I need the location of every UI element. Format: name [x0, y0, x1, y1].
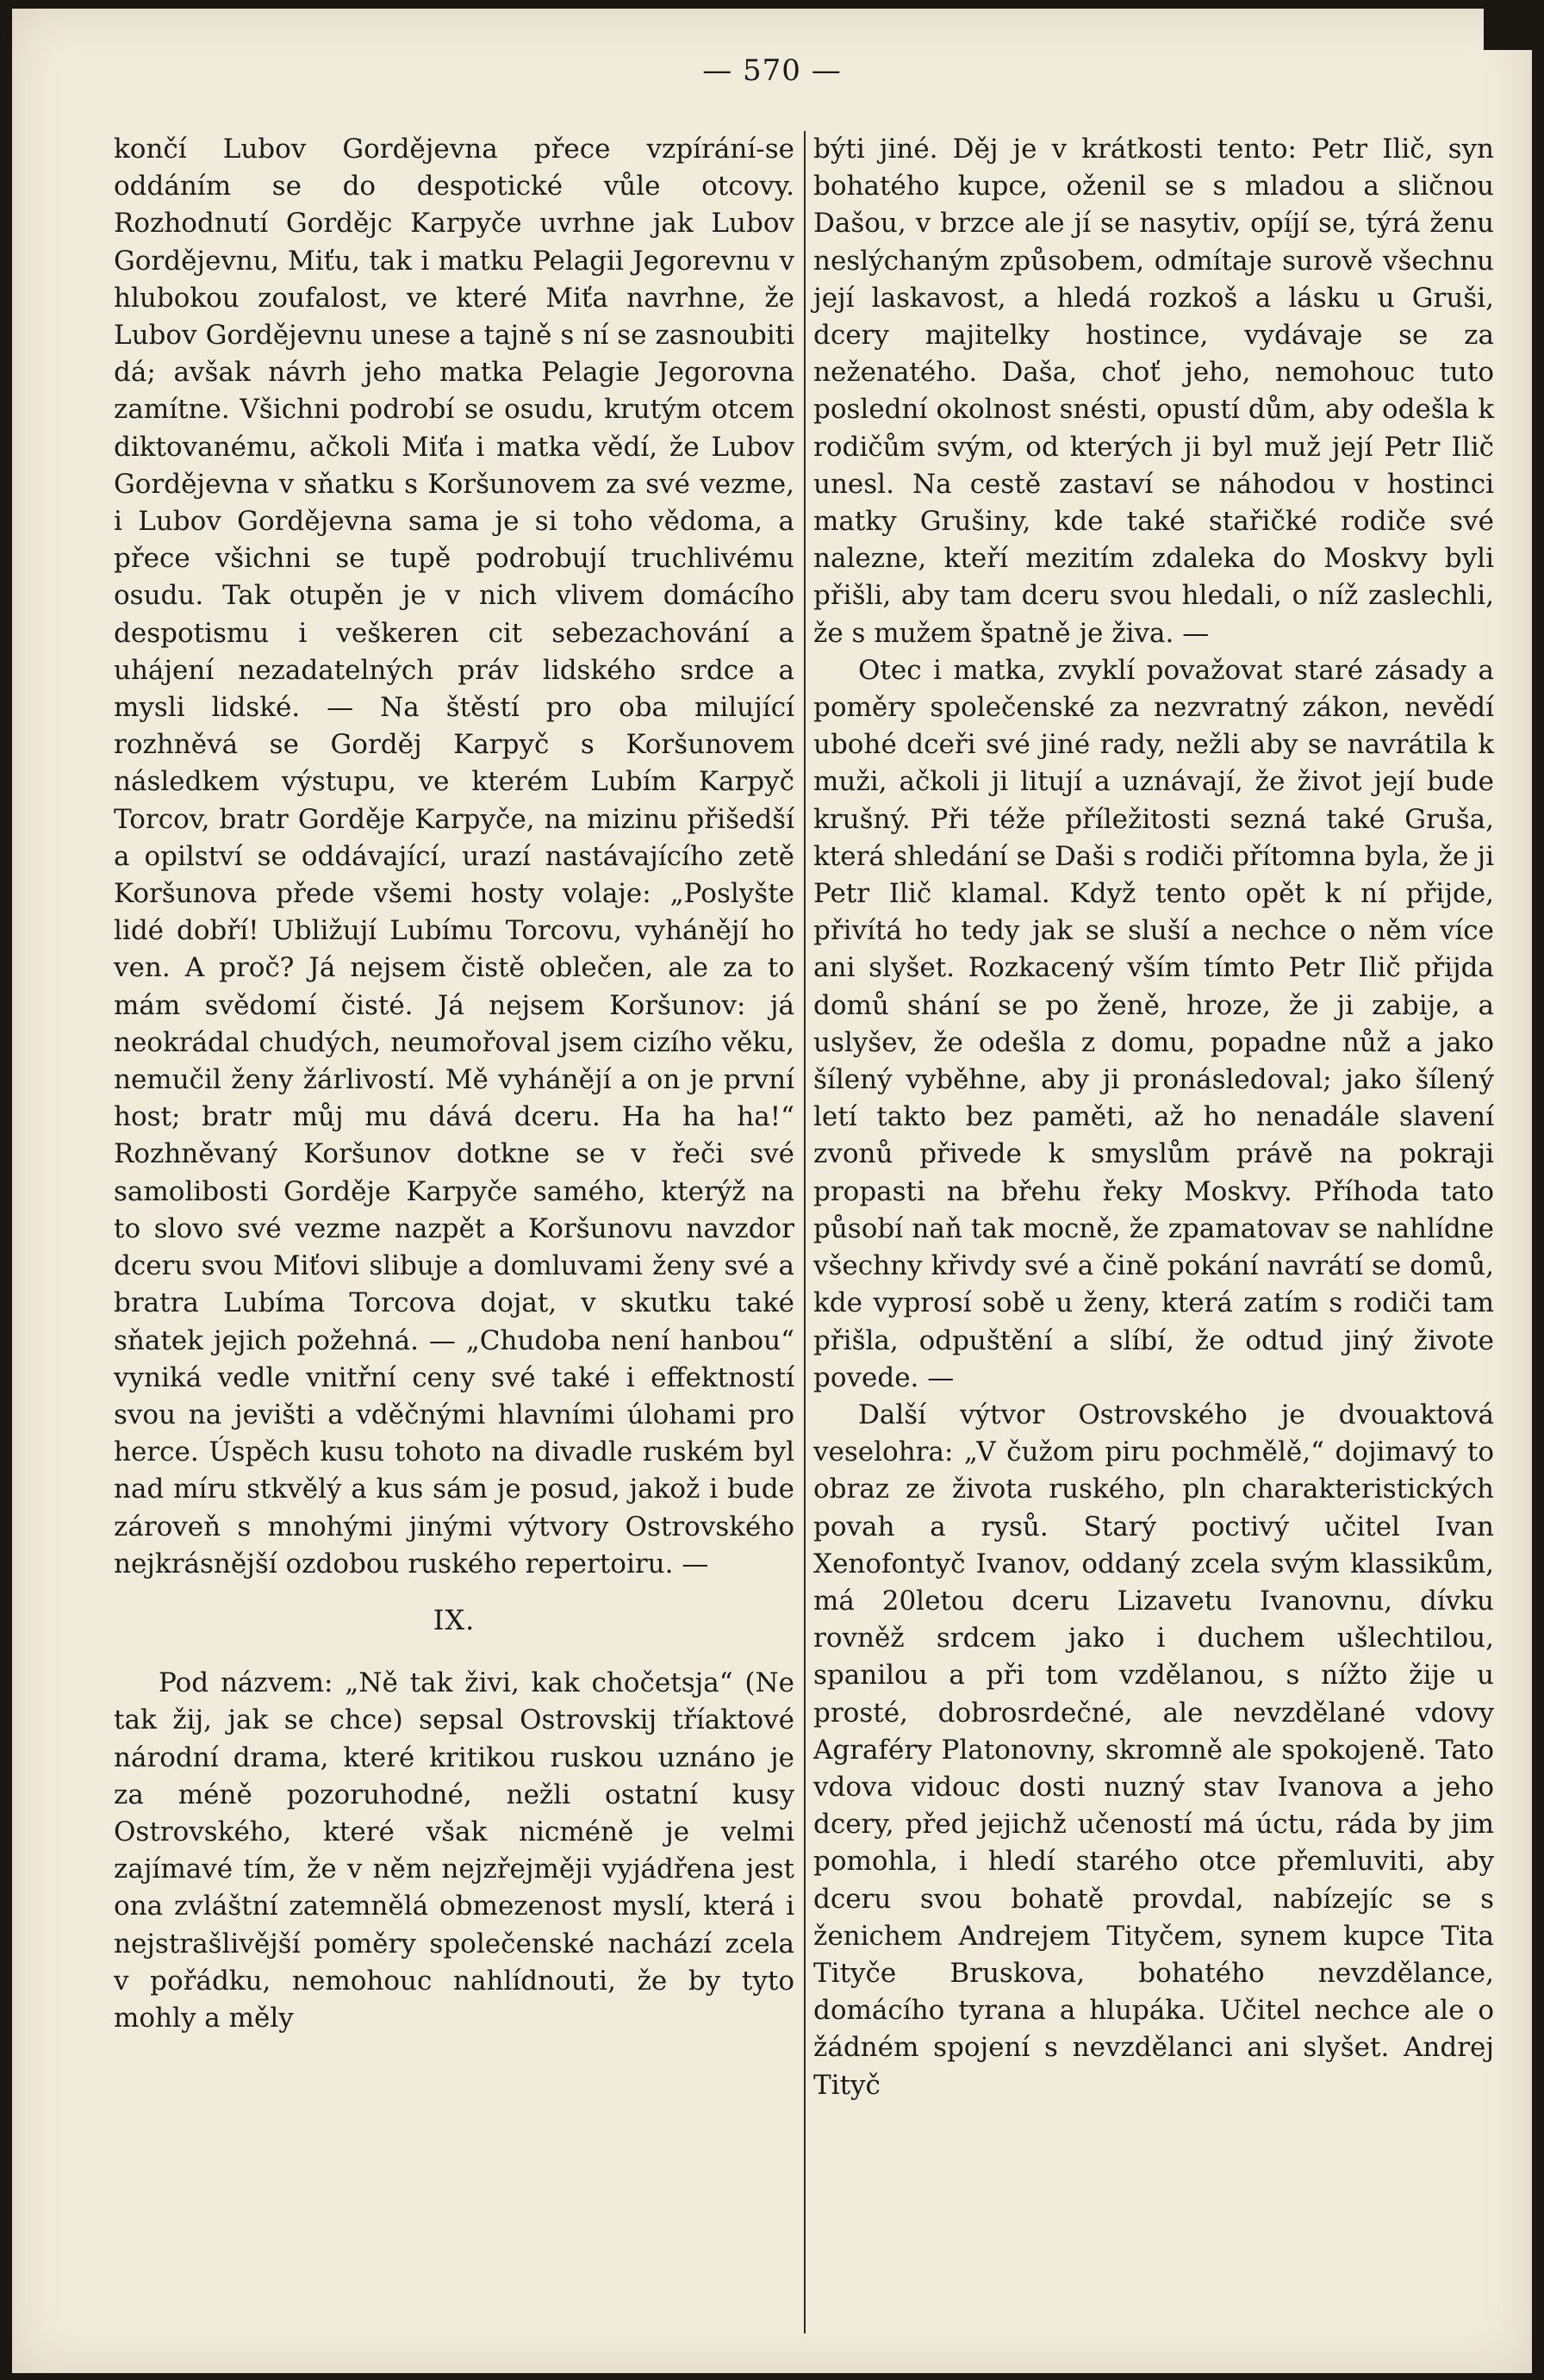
book-page — [12, 9, 1532, 2373]
right-column — [813, 131, 1494, 2104]
section-heading: IX. — [433, 1603, 476, 1636]
column-divider — [804, 131, 806, 2333]
page-number: — 570 — — [702, 53, 842, 88]
left-paragraph: Pod názvem: „Ně tak živi, kak chočetsja“ (Ne tak žij, jak se chce) sepsal Ostrovskij tříaktové národní drama, které kritikou ruskou uznáno je za méně pozoruhodné, nežli ostatní kusy Ostrovského, které však nicméně je velmi zajímavé tím, že v něm nejzřejměji vyjádřena jest ona zvláštní zatemnělá obmezenost myslí, která i nejstrašlivější poměry společenské nachází zcela v pořádku, nemohouc nahlídnouti, že by tyto mohly a měly — [114, 1667, 794, 2034]
left-paragraph: končí Lubov Gordějevna přece vzpírání-se oddáním se do despotické vůle otcovy. Rozhodnutí Gordějc Karpyče uvrhne jak Lubov Gordějevnu, Miťu, tak i matku Pelagii Jegorevnu v hlubokou zoufalost, ve které Miťa navrhne, že Lubov Gordějevnu unese a tajně s ní se zasnoubiti dá; avšak návrh jeho matka Pelagie Jegorovna zamítne. Všichni podrobí se osudu, krutým otcem diktovanému, ačkoli Miťa i matka vědí, že Lubov Gordějevna v sňatku s Koršunovem za své vezme, i Lubov Gordějevna sama je si toho vědoma, a přece všichni se tupě podrobují truchlivému osudu. Tak otupěn je v nich vlivem domácího despotismu i veškeren cit sebezachování a uhájení nezadatelných práv lidského srdce a mysli lidské. — Na štěstí pro oba milující rozhněvá se Gorděj Karpyč s Koršunovem následkem výstupu, ve kterém Lubím Karpyč Torcov, bratr Gorděje Karpyče, na mizinu přišedší a opilství se oddávající, urazí nastávajícího zetě Koršunova přede všemi hosty volaje: „Poslyšte lidé dobří! Ubližují Lubímu Torcovu, vyhánějí ho ven. A proč? Já nejsem čistě oblečen, ale za to mám svědomí čisté. Já nejsem Koršunov: já neokrádal chudých, neumořoval jsem cizího věku, nemučil ženy žárlivostí. Mě vyhánějí a on je první host; bratr můj mu dává dceru. Ha ha ha!“ Rozhněvaný Koršunov dotkne se v řeči své samolibosti Gorděje Karpyče samého, kterýž na to slovo své vezme nazpět a Koršunovu navzdor dceru svou Miťovi slibuje a domluvami ženy své a bratra Lubíma Torcova dojat, v skutku také sňatek jejich požehná. — „Chudoba není hanbou“ vyniká vedle vnitřní ceny své také i effektností svou na jevišti a vděčnými hlavními úlohami pro herce. Úspěch kusu tohoto na divadle ruském byl nad míru stkvělý a kus sám je posud, jakož i bude zároveň s mnohými jinými výtvory Ostrovského nejkrásnější ozdobou ruského repertoiru. — — [114, 134, 794, 1579]
right-paragraph: býti jiné. Děj je v krátkosti tento: Petr Ilič, syn bohatého kupce, oženil se s mladou a sličnou Dašou, v brzce ale jí se nasytiv, opíjí se, týrá ženu neslýchaným způsobem, odmítaje surově všechnu její laskavost, a hledá rozkoš a lásku u Gruši, dcery majitelky hostince, vydávaje se za neženatého. Daša, choť jeho, nemohouc tuto poslední okolnost snésti, opustí dům, aby odešla k rodičům svým, od kterých ji byl muž její Petr Ilič unesl. Na cestě zastaví se náhodou v hostinci matky Grušiny, kde také stařičké rodiče své nalezne, kteří mezitím zdaleka do Moskvy byli přišli, aby tam dceru svou hledali, o níž zaslechli, že s mužem špatně je živa. — — [813, 134, 1494, 649]
left-column — [114, 131, 794, 2037]
right-paragraph: Další výtvor Ostrovského je dvouaktová veselohra: „V čužom piru pochmělě,“ dojimavý to obraz ze života ruského, pln charakteristických povah a rysů. Starý poctivý učitel Ivan Xenofontyč Ivanov, oddaný zcela svým klassikům, má 20letou dceru Lizavetu Ivanovnu, dívku rovněž srdcem jako i duchem ušlechtilou, spanilou a při tom vzdělanou, s nížto žije u prosté, dobrosrdečné, ale nevzdělané vdovy Agraféry Platonovny, skromně ale spokojeně. Tato vdova vidouc dosti nuzný stav Ivanova a jeho dcery, před jejichž učeností má úctu, ráda by jim pomohla, i hledí starého otce přemluviti, aby dceru svou bohatě provdal, nabízejíc se s ženichem Andrejem Tityčem, synem kupce Tita Tityče Bruskova, bohatého nevzdělance, domácího tyrana a hlupáka. Učitel nechce ale o žádném spojení s nevzdělanci ani slyšet. Andrej Tityč — [813, 1399, 1494, 2101]
page-corner — [1484, 9, 1532, 50]
right-paragraph: Otec i matka, zvyklí považovat staré zásady a poměry společenské za nezvratný zákon, nevědí ubohé dceři své jiné rady, nežli aby se navrátila k muži, ačkoli ji litují a uznávají, že život její bude krušný. Při téže příležitosti sezná také Gruša, která shledání se Daši s rodiči přítomna byla, že ji Petr Ilič klamal. Když tento opět k ní přijde, přivítá ho tedy jak se sluší a nechce o něm více ani slyšet. Rozkacený vším tímto Petr Ilič přijda domů shání se po ženě, hroze, že ji zabije, a uslyšev, že odešla z domu, popadne nůž a jako šílený vyběhne, aby ji pronásledoval; jako šílený letí takto bez paměti, až ho nenadále slavení zvonů přivede k smyslům právě na pokraji propasti na břehu řeky Moskvy. Příhoda tato působí naň tak mocně, že zpamatovav se nahlídne všechny křivdy své a čině pokání navrátí se domů, kde vyprosí sobě u ženy, která zatím s rodiči tam přišla, odpuštění a slíbí, že odtud jiný živote povede. — — [813, 654, 1494, 1393]
